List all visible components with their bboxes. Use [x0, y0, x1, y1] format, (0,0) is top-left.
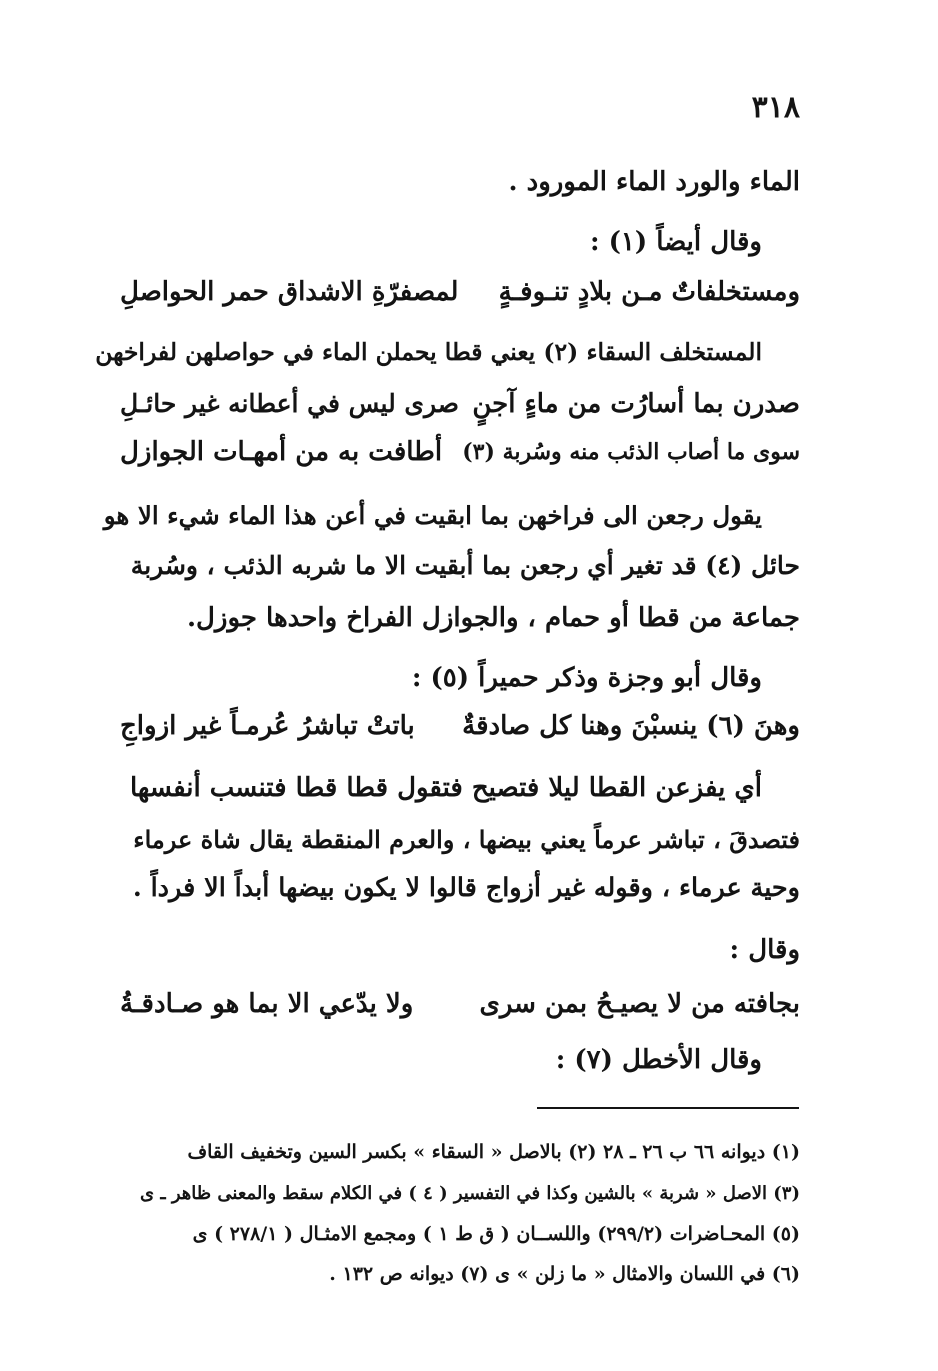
commentary-line: وحية عرماء ، وقوله غير أزواج قالوا لا يكون بيضها أبداً الا فرداً . — [132, 873, 800, 903]
verse-second-hemistich: باتتْ تباشرُ عُرمـاً غير ازواجِ — [120, 711, 415, 741]
poet-introduction: وقال : — [729, 935, 800, 965]
verse-line — [120, 432, 800, 472]
verse-first-hemistich: بجافته من لا يصيـحُ بمن سرى — [479, 989, 800, 1019]
verse-line — [120, 384, 800, 424]
page-number: ٣١٨ — [751, 90, 800, 125]
verse-line — [120, 706, 800, 746]
footnote-line: (١) ديوانه ٦٦ ب ٢٦ ـ ٢٨ (٢) بالاصل « السقاء » بكسر السين وتخفيف القاف — [187, 1141, 800, 1163]
commentary-line: يقول رجعن الى فراخهن بما ابقيت في أعن هذا الماء شيء الا هو — [103, 501, 762, 530]
footnote-line: (٦) في اللسان والامثال « ما زلن » ى (٧) ديوانه ص ١٣٢ . — [329, 1263, 800, 1285]
poet-introduction: وقال أبو وجزة وذكر حميراً (٥) : — [411, 663, 762, 693]
verse-second-hemistich: صرى ليس في أعطانه غير حائـلِ — [120, 389, 459, 418]
footnote-separator — [537, 1107, 799, 1109]
verse-line — [120, 984, 800, 1024]
commentary-line: المستخلف السقاء (٢) يعني قطا يحملن الماء في حواصلهن لفراخهن — [95, 338, 762, 366]
footnote-line: (٥) المحـاضرات (٢٩٩/٢) واللســان ( ق ط ١ ) ومجمع الامثـال ( ٢٧٨/١ ) ى — [192, 1223, 800, 1245]
verse-first-hemistich: وهنَ (٦) ينسبْنَ وهنا كل صادقةٌ — [462, 711, 800, 741]
verse-line — [120, 272, 800, 312]
commentary-line: حائل (٤) قد تغير أي رجعن بما أبقيت الا ما شربه الذئب ، وسُربة — [130, 551, 800, 580]
poet-introduction: وقال أيضاً (١) : — [589, 227, 762, 257]
verse-first-hemistich: سوى ما أصاب الذئب منه وسُربة (٣) — [462, 439, 800, 465]
verse-second-hemistich: ولا يدّعي الا بما هو صـادقـةُ — [120, 989, 414, 1019]
commentary-line: فتصدقَ ، تباشر عرماً يعني بيضها ، والعرم المنقطة يقال شاة عرماء — [133, 825, 800, 854]
commentary-line: جماعة من قطا أو حمام ، والجوازل الفراخ واحدها جوزل. — [186, 603, 800, 633]
text-line: الماء والورد الماء المورود . — [508, 167, 800, 197]
commentary-line: أي يفزعن القطا ليلا فتصيح فتقول قطا قطا فتنسب أنفسها — [129, 773, 762, 803]
footnote-line: (٣) الاصل « شربة » بالشين وكذا في التفسير ( ٤ ) في الكلام سقط والمعنى ظاهر ـ ى — [139, 1183, 800, 1204]
poet-introduction: وقال الأخطل (٧) : — [555, 1045, 762, 1075]
verse-second-hemistich: لمصفرّةِ الاشداق حمر الحواصلِ — [120, 277, 459, 307]
verse-first-hemistich: ومستخلفاتٌ مـن بلادٍ تنـوفـةٍ — [498, 277, 800, 307]
verse-second-hemistich: أطافت به من أمهـات الجوازل — [120, 437, 443, 467]
verse-first-hemistich: صدرن بما أسارُت من ماءٍ آجنٍ — [472, 389, 800, 419]
